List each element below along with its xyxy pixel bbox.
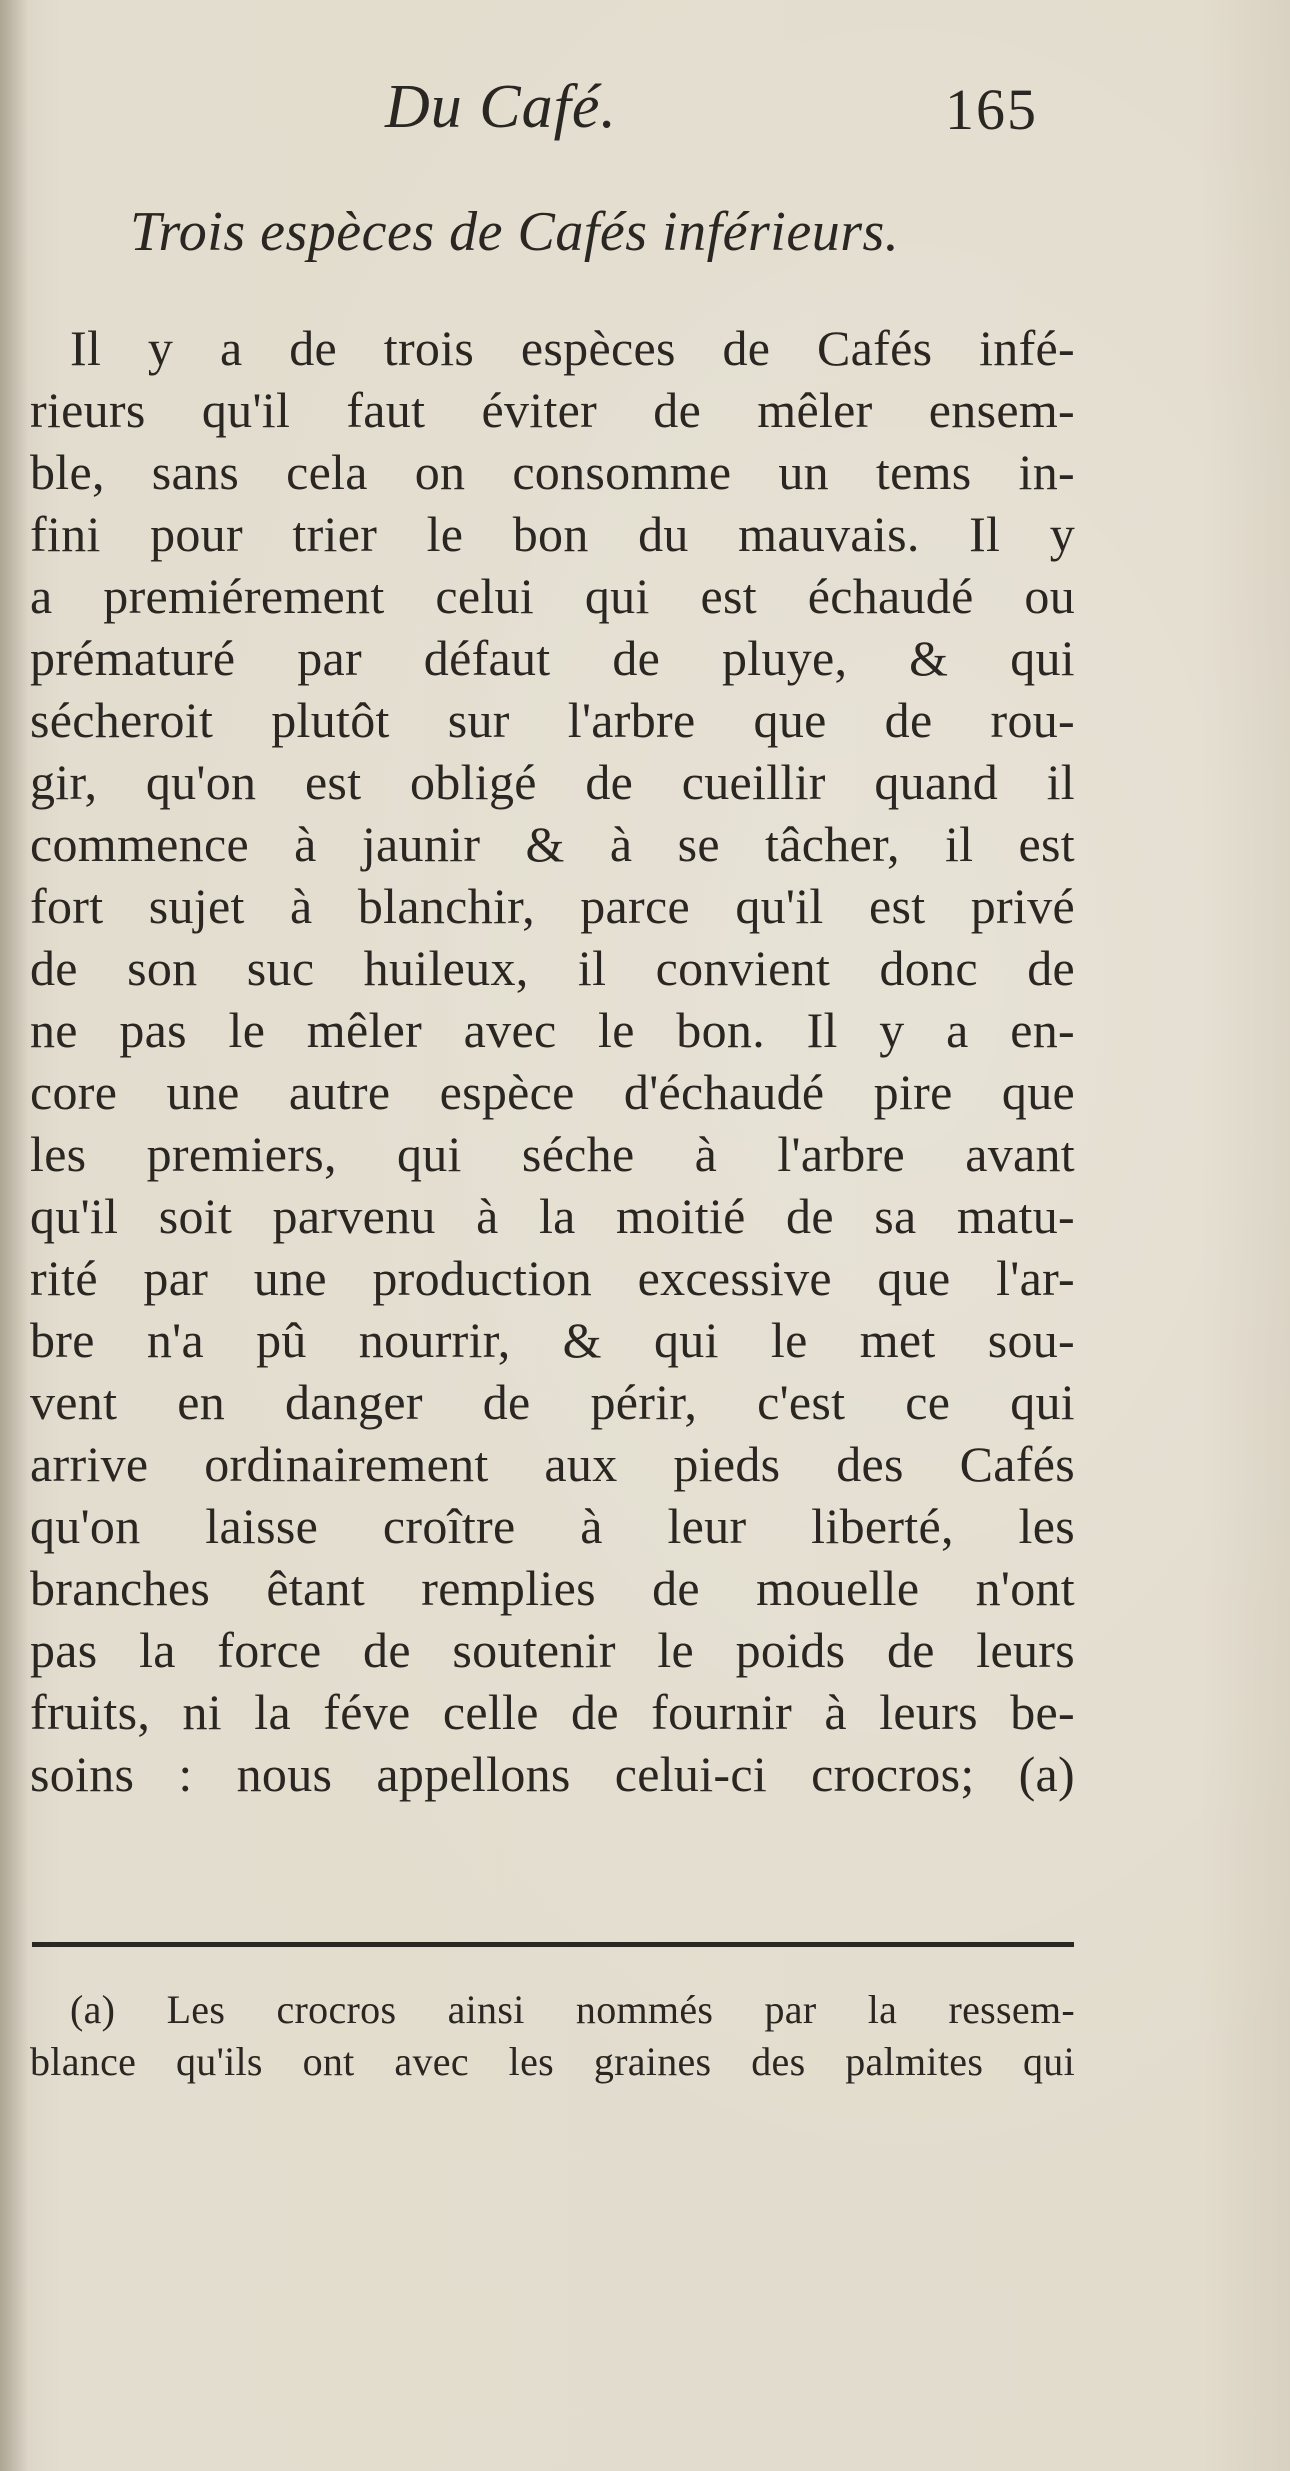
text-line: arrive ordinairement aux pieds des Cafés bbox=[30, 1436, 1075, 1492]
text-line: qu'on laisse croître à leur liberté, les bbox=[30, 1498, 1075, 1554]
text-line: sécheroit plutôt sur l'arbre que de rou- bbox=[30, 692, 1075, 748]
text-line: fort sujet à blanchir, parce qu'il est privé bbox=[30, 878, 1075, 934]
footnote-line: blance qu'ils ont avec les graines des palmites qui bbox=[30, 2039, 1075, 2084]
running-title: Du Café. bbox=[385, 73, 617, 141]
text-line: branches êtant remplies de mouelle n'ont bbox=[30, 1560, 1075, 1616]
text-line: qu'il soit parvenu à la moitié de sa matu- bbox=[30, 1188, 1075, 1244]
text-line: prématuré par défaut de pluye, & qui bbox=[30, 630, 1075, 686]
text-line: core une autre espèce d'échaudé pire que bbox=[30, 1064, 1075, 1120]
text-line: gir, qu'on est obligé de cueillir quand il bbox=[30, 754, 1075, 810]
footnote-rule bbox=[32, 1942, 1074, 1947]
text-line: soins : nous appellons celui-ci crocros; (a) bbox=[30, 1746, 1075, 1802]
section-heading: Trois espèces de Cafés inférieurs. bbox=[130, 201, 900, 263]
text-line: a premiérement celui qui est échaudé ou bbox=[30, 568, 1075, 624]
text-line: Il y a de trois espèces de Cafés infé- bbox=[70, 320, 1075, 376]
footnote-line: (a) Les crocros ainsi nommés par la ressem- bbox=[70, 1987, 1075, 2032]
text-line: de son suc huileux, il convient donc de bbox=[30, 940, 1075, 996]
text-line: rieurs qu'il faut éviter de mêler ensem- bbox=[30, 382, 1075, 438]
text-line: les premiers, qui séche à l'arbre avant bbox=[30, 1126, 1075, 1182]
running-head bbox=[0, 62, 1290, 152]
text-line: bre n'a pû nourrir, & qui le met sou- bbox=[30, 1312, 1075, 1368]
text-line: fruits, ni la féve celle de fournir à leurs be- bbox=[30, 1684, 1075, 1740]
text-line: pas la force de soutenir le poids de leurs bbox=[30, 1622, 1075, 1678]
text-line: fini pour trier le bon du mauvais. Il y bbox=[30, 506, 1075, 562]
text-line: vent en danger de périr, c'est ce qui bbox=[30, 1374, 1075, 1430]
page-number: 165 bbox=[945, 77, 1038, 142]
text-line: ble, sans cela on consomme un tems in- bbox=[30, 444, 1075, 500]
text-line: ne pas le mêler avec le bon. Il y a en- bbox=[30, 1002, 1075, 1058]
text-line: rité par une production excessive que l'ar- bbox=[30, 1250, 1075, 1306]
gutter-shadow bbox=[0, 0, 28, 2471]
text-line: commence à jaunir & à se tâcher, il est bbox=[30, 816, 1075, 872]
